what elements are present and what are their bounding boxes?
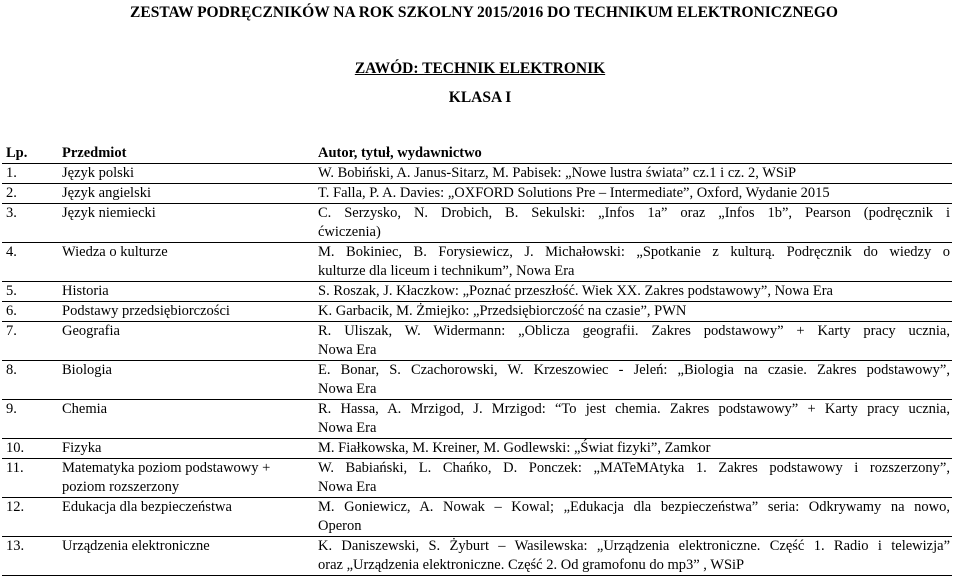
row-number: 3.	[2, 204, 58, 243]
book-text: K. Daniszewski, S. Żyburt – Wasilewska: „Urządzenia elektroniczne. Część 1. Radio i telewizja”	[318, 538, 950, 554]
table-row	[2, 400, 952, 439]
book-text-continued: Operon	[318, 518, 362, 534]
row-book	[314, 302, 952, 322]
row-number: 6.	[2, 302, 58, 322]
row-book	[314, 498, 952, 537]
subject-text: Język niemiecki	[62, 205, 156, 221]
book-text-continued: Nowa Era	[318, 381, 377, 397]
row-subject	[58, 282, 314, 302]
subject-text: Fizyka	[62, 440, 102, 456]
column-header-subject: Przedmiot	[58, 144, 314, 164]
book-text: K. Garbacik, M. Żmiejko: „Przedsiębiorczość na czasie”, PWN	[318, 303, 687, 319]
table-row	[2, 498, 952, 537]
subject-text: Edukacja dla bezpieczeństwa	[62, 499, 232, 515]
row-book	[314, 164, 952, 184]
row-number: 8.	[2, 361, 58, 400]
table-row	[2, 204, 952, 243]
row-subject	[58, 243, 314, 282]
book-text: E. Bonar, S. Czachorowski, W. Krzeszowiec - Jeleń: „Biologia na czasie. Zakres podstawowy”,	[318, 362, 950, 378]
table-row	[2, 184, 952, 204]
row-subject	[58, 361, 314, 400]
row-book	[314, 204, 952, 243]
row-number: 1.	[2, 164, 58, 184]
book-text: W. Babiański, L. Chańko, D. Ponczek: „MATeMAtyka 1. Zakres podstawowy i rozszerzony”,	[318, 460, 950, 476]
row-subject	[58, 302, 314, 322]
book-text: R. Hassa, A. Mrzigod, J. Mrzigod: “To jest chemia. Zakres podstawowy” + Karty pracy ucznia,	[318, 401, 950, 417]
row-book	[314, 184, 952, 204]
table-row	[2, 322, 952, 361]
document-title: ZESTAW PODRĘCZNIKÓW NA ROK SZKOLNY 2015/2016 DO TECHNIKUM ELEKTRONICZNEGO	[130, 4, 838, 21]
subject-text: Podstawy przedsiębiorczości	[62, 303, 230, 319]
row-subject	[58, 164, 314, 184]
row-book	[314, 459, 952, 498]
row-number: 11.	[2, 459, 58, 498]
table-row	[2, 537, 952, 576]
table-header-row	[2, 144, 952, 164]
book-text-continued: ćwiczenia)	[318, 224, 381, 240]
row-subject	[58, 439, 314, 459]
row-subject	[58, 459, 314, 498]
row-number: 2.	[2, 184, 58, 204]
row-subject	[58, 204, 314, 243]
row-subject	[58, 498, 314, 537]
subject-text: Matematyka poziom podstawowy +	[62, 460, 271, 476]
book-text: M. Goniewicz, A. Nowak – Kowal; „Edukacja dla bezpieczeństwa” seria: Odkrywamy na nowo,	[318, 499, 950, 515]
book-text-continued: Nowa Era	[318, 420, 377, 436]
subject-text: Geografia	[62, 323, 120, 339]
book-text: W. Bobiński, A. Janus-Sitarz, M. Pabisek: „Nowe lustra świata” cz.1 i cz. 2, WSiP	[318, 165, 797, 181]
row-book	[314, 322, 952, 361]
row-number: 4.	[2, 243, 58, 282]
row-number: 13.	[2, 537, 58, 576]
row-number: 5.	[2, 282, 58, 302]
row-book	[314, 282, 952, 302]
book-text: R. Uliszak, W. Widermann: „Oblicza geografii. Zakres podstawowy” + Karty pracy ucznia,	[318, 323, 950, 339]
row-number: 7.	[2, 322, 58, 361]
subject-text: Język angielski	[62, 185, 151, 201]
subject-text: Język polski	[62, 165, 135, 181]
row-subject	[58, 322, 314, 361]
profession-heading: ZAWÓD: TECHNIK ELEKTRONIK	[354, 60, 606, 77]
row-book	[314, 537, 952, 576]
book-text: T. Falla, P. A. Davies: „OXFORD Solutions Pre – Intermediate”, Oxford, Wydanie 2015	[318, 185, 830, 201]
book-text: M. Fiałkowska, M. Kreiner, M. Godlewski: „Świat fizyki”, Zamkor	[318, 440, 711, 456]
table-row	[2, 302, 952, 322]
subject-text: Biologia	[62, 362, 112, 378]
row-number: 9.	[2, 400, 58, 439]
textbook-table	[2, 144, 952, 576]
subject-text: Chemia	[62, 401, 108, 417]
row-book	[314, 361, 952, 400]
row-book	[314, 400, 952, 439]
book-text-continued: Nowa Era	[318, 479, 377, 495]
column-header-book: Autor, tytuł, wydawnictwo	[314, 144, 952, 164]
row-book	[314, 439, 952, 459]
subject-text-continued: poziom rozszerzony	[62, 479, 180, 495]
row-book	[314, 243, 952, 282]
book-text: M. Bokiniec, B. Forysiewicz, J. Michałowski: „Spotkanie z kulturą. Podręcznik do wiedzy o	[318, 244, 950, 260]
table-row	[2, 459, 952, 498]
subject-text: Wiedza o kulturze	[62, 244, 168, 260]
book-text: C. Serzysko, N. Drobich, B. Sekulski: „Infos 1a” oraz „Infos 1b”, Pearson (podręcznik i	[318, 205, 950, 221]
subject-text: Urządzenia elektroniczne	[62, 538, 210, 554]
table-row	[2, 164, 952, 184]
table-row	[2, 243, 952, 282]
row-subject	[58, 400, 314, 439]
row-number: 10.	[2, 439, 58, 459]
class-heading: KLASA I	[448, 89, 512, 106]
table-row	[2, 439, 952, 459]
book-text-continued: Nowa Era	[318, 342, 377, 358]
row-number: 12.	[2, 498, 58, 537]
table-row	[2, 282, 952, 302]
row-subject	[58, 537, 314, 576]
book-text: S. Roszak, J. Kłaczkow: „Poznać przeszłość. Wiek XX. Zakres podstawowy”, Nowa Era	[318, 283, 833, 299]
book-text-continued: kulturze dla liceum i technikum”, Nowa Era	[318, 263, 575, 279]
column-header-lp: Lp.	[2, 144, 58, 164]
book-text-continued: oraz „Urządzenia elektroniczne. Część 2. Od gramofonu do mp3” , WSiP	[318, 557, 745, 573]
row-subject	[58, 184, 314, 204]
subject-text: Historia	[62, 283, 109, 299]
table-row	[2, 361, 952, 400]
